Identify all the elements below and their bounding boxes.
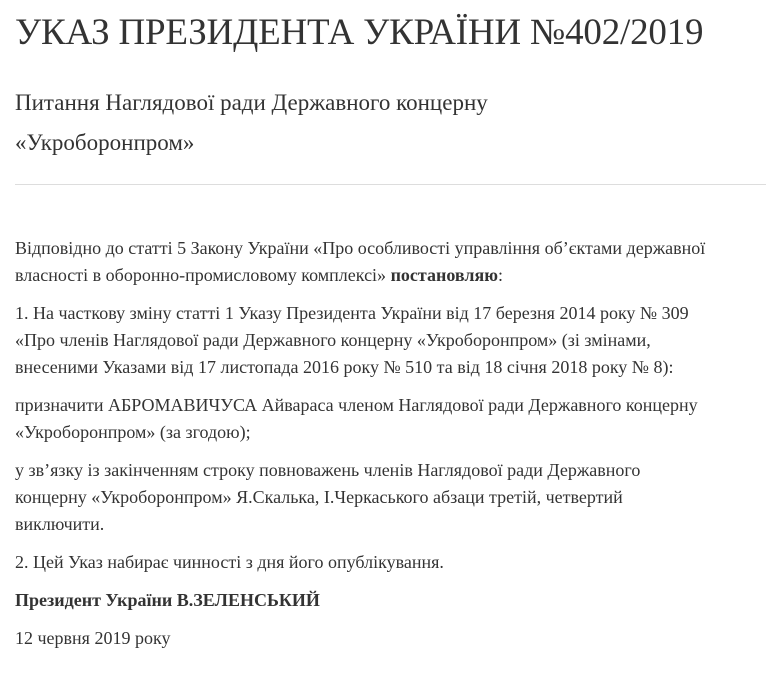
intro-resolve-word: постановляю — [390, 265, 498, 285]
termination-paragraph: у зв’язку із закінченням строку повноважень членів Наглядової ради Державного концерну «Укроборонпром» Я.Скалька, І.Черкаського абзаци третій, четвертий виключити. — [15, 460, 641, 534]
page-title: УКАЗ ПРЕЗИДЕНТА УКРАЇНИ №402/2019 — [15, 12, 704, 53]
intro-colon: : — [497, 265, 503, 285]
decree-body — [15, 185, 750, 652]
item-2-paragraph: 2. Цей Указ набирає чинності з дня його опублікування. — [15, 552, 444, 572]
decree-subtitle: Питання Наглядової ради Державного концерну «Укроборонпром» — [15, 90, 488, 155]
signature-line: Президент України В.ЗЕЛЕНСЬКИЙ — [15, 590, 320, 610]
appointment-paragraph: призначити АБРОМАВИЧУСА Айвараса членом Наглядової ради Державного концерну «Укроборонпром» (за згодою); — [15, 395, 698, 442]
item-1-paragraph: 1. На часткову зміну статті 1 Указу Президента України від 17 березня 2014 року № 309 «Про членів Наглядової ради Державного концерну «Укроборонпром» (зі змінами, внесеними Указами від 17 листопада 2016 року № 510 та від 18 січня 2018 року № 8): — [15, 303, 689, 377]
date-line: 12 червня 2019 року — [15, 628, 171, 648]
intro-text: Відповідно до статті 5 Закону України «Про особливості управління об’єктами державної власності в оборонно-промисловому комплексі» — [15, 238, 706, 285]
intro-paragraph — [15, 235, 715, 289]
